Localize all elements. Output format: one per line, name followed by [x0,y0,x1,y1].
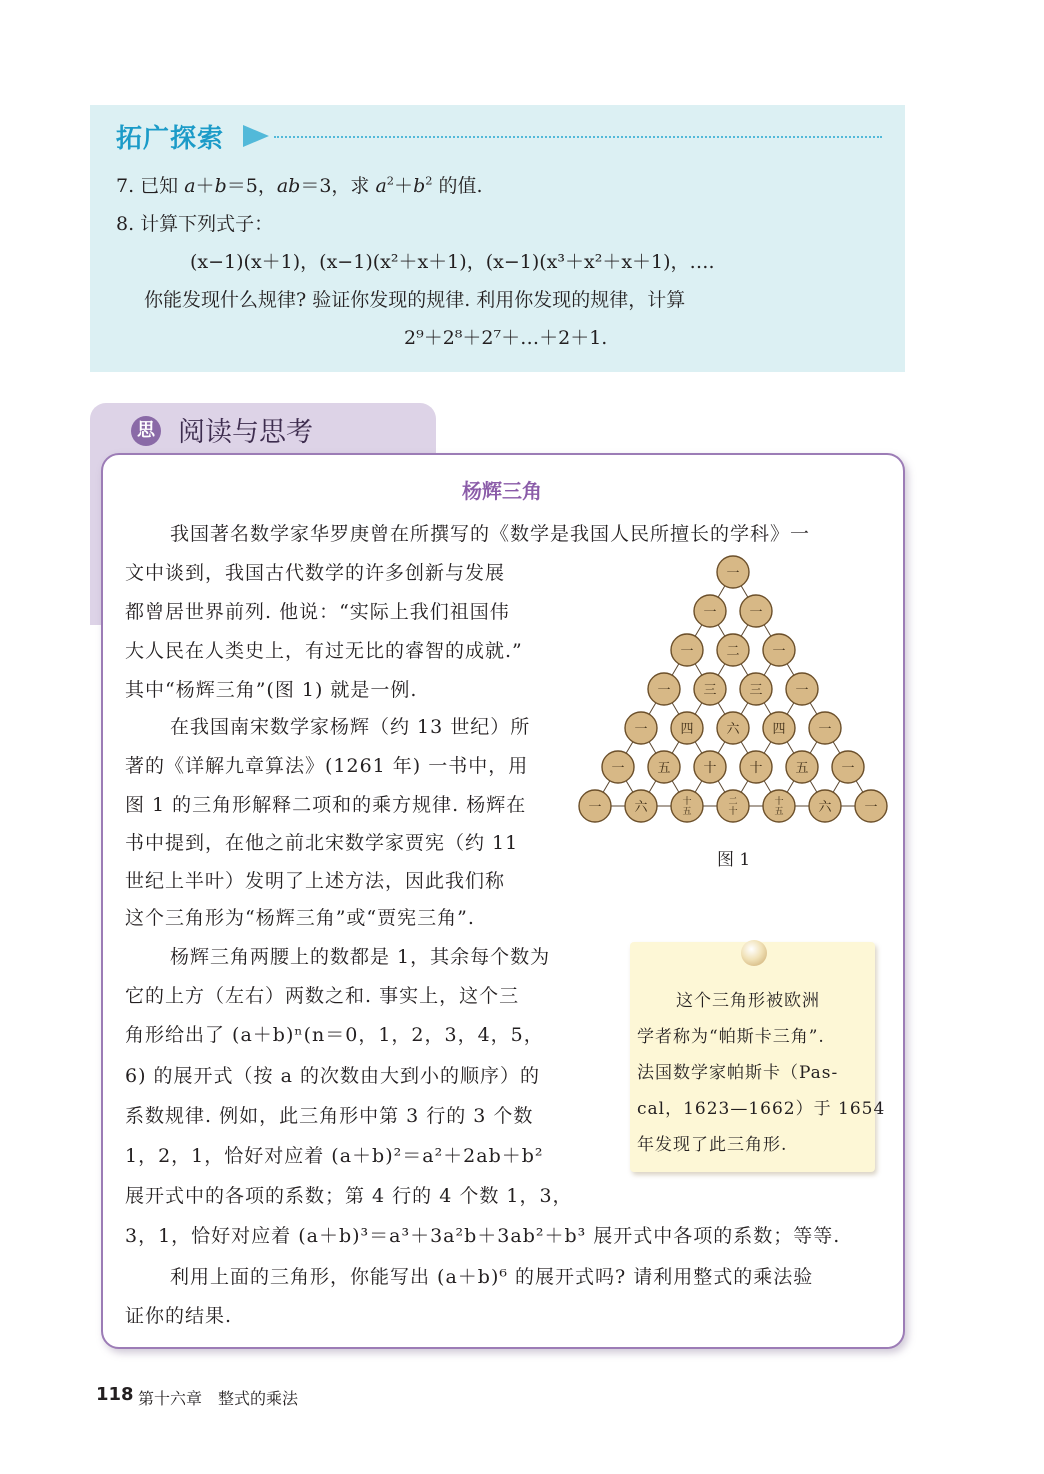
node-label: 五 [795,761,809,776]
paragraph-line: 3，1，恰好对应着 (a＋b)³＝a³＋3a²b＋3ab²＋b³ 展开式中各项的系数；等等. [125,1225,841,1247]
yang-hui-triangle-figure [577,552,889,834]
q7-exp: 2 [425,173,433,188]
node-label: 六 [634,800,648,815]
paragraph-line: 在我国南宋数学家杨辉（约 13 世纪）所 [170,716,531,738]
triangle-node [671,634,703,666]
node-label: 一 [818,722,832,737]
node-label: 一 [864,800,878,815]
triangle-node [740,595,772,627]
question-8-calc: 2⁹＋2⁸＋2⁷＋…＋2＋1. [404,327,608,349]
q7-prefix: 7. 已知 [116,175,185,197]
paragraph-line: 其中“杨辉三角”(图 1) 就是一例. [125,679,418,701]
node-label: 一 [588,800,602,815]
triangle-node [671,790,703,822]
paragraph-line: 角形给出了 (a＋b)ⁿ(n＝0，1，2，3，4，5， [125,1024,544,1046]
triangle-node [786,751,818,783]
node-label: 六 [726,722,740,737]
question-8-prompt: 你能发现什么规律? 验证你发现的规律. 利用你发现的规律，计算 [144,289,686,311]
paragraph-line: 杨辉三角两腰上的数都是 1，其余每个数为 [170,946,551,968]
triangle-node [717,790,749,822]
paragraph-line: 1，2，1，恰好对应着 (a＋b)²＝a²＋2ab＋b² [125,1145,544,1167]
pin-icon [741,940,767,966]
triangle-node [694,751,726,783]
node-label: 一 [726,566,740,581]
explore-box [90,105,905,372]
q7-exp: 2 [386,173,395,188]
note-line: cal，1623—1662）于 1654 [637,1099,886,1119]
paragraph-line: 著的《详解九章算法》(1261 年) 一书中，用 [125,755,529,777]
triangle-node [648,673,680,705]
triangle-node [763,634,795,666]
paragraph-line: 我国著名数学家华罗庚曾在所撰写的《数学是我国人民所擅长的学科》一 [170,523,811,545]
node-label: 二 [726,644,740,659]
node-label: 一 [680,644,694,659]
node-label: 四 [772,722,786,737]
triangle-node [763,712,795,744]
node-label: 五 [774,807,784,817]
q7-op: ＋ [195,175,215,197]
node-label: 四 [680,722,694,737]
question-8: 8. 计算下列式子： [116,213,274,235]
triangle-node [671,712,703,744]
node-label: 一 [657,683,671,698]
triangle-node [832,751,864,783]
paragraph-line: 利用上面的三角形，你能写出 (a＋b)⁶ 的展开式吗? 请利用整式的乘法验 [170,1266,814,1288]
node-label: 一 [703,605,717,620]
triangle-edges [595,572,871,806]
triangle-node [809,790,841,822]
note-line: 这个三角形被欧洲 [676,991,820,1011]
chapter-title: 第十六章 整式的乘法 [138,1389,299,1408]
paragraph-line: 这个三角形为“杨辉三角”或“贾宪三角”. [125,907,475,929]
node-label: 十 [728,807,738,817]
q7-op: ＋ [394,175,414,197]
node-label: 一 [634,722,648,737]
paragraph-line: 文中谈到，我国古代数学的许多创新与发展 [125,562,506,584]
note-line: 年发现了此三角形. [637,1135,788,1155]
paragraph-line: 书中提到，在他之前北宋数学家贾宪（约 11 [125,832,519,854]
triangle-node [602,751,634,783]
triangle-node [740,673,772,705]
paragraph-line: 世纪上半叶）发明了上述方法，因此我们称 [125,870,506,892]
page-number: 118 [96,1384,134,1405]
triangle-node [625,712,657,744]
node-label: 三 [749,683,763,698]
node-label: 一 [795,683,809,698]
paragraph-line: 6) 的展开式（按 a 的次数由大到小的顺序）的 [125,1065,540,1087]
figure-caption: 图 1 [717,850,751,870]
q7-var: b [214,175,227,197]
paragraph-line: 都曾居世界前列. 他说：“实际上我们祖国伟 [125,601,510,623]
node-label: 十 [774,797,784,807]
node-label: 三 [703,683,717,698]
think-icon: 思 [131,416,161,446]
node-label: 五 [682,807,692,817]
node-label: 五 [657,761,671,776]
triangle-node [786,673,818,705]
node-label: 一 [772,644,786,659]
triangle-node [763,790,795,822]
q7-var: a [375,175,387,197]
triangle-node [694,673,726,705]
paragraph-line: 大人民在人类史上，有过无比的睿智的成就.” [125,640,523,662]
note-line: 学者称为“帕斯卡三角”. [637,1027,825,1047]
node-label: 一 [611,761,625,776]
q7-var: ab [276,175,301,197]
node-label: 十 [703,761,717,776]
triangle-node [694,595,726,627]
triangle-node [717,634,749,666]
triangle-node [625,790,657,822]
node-label: 十 [682,797,692,807]
node-label: 一 [749,605,763,620]
triangle-node [740,751,772,783]
triangle-node [809,712,841,744]
question-7 [116,171,483,198]
triangle-node [717,712,749,744]
note-line: 法国数学家帕斯卡（Pas- [637,1063,839,1083]
play-arrow-icon [243,125,269,147]
reading-header: 阅读与思考 [178,417,313,448]
node-label: 一 [841,761,855,776]
q7-suffix: 的值. [432,175,483,197]
article-title: 杨辉三角 [462,479,542,503]
q7-op: ＝5， [226,175,277,197]
question-8-expressions: (x−1)(x＋1)，(x−1)(x²＋x＋1)，(x−1)(x³＋x²＋x＋1)，…. [190,251,715,273]
triangle-node [717,556,749,588]
node-label: 六 [818,800,832,815]
paragraph-line: 证你的结果. [125,1305,233,1327]
q7-op: ＝3，求 [300,175,376,197]
triangle-node [648,751,680,783]
explore-title: 拓广探索 [116,124,225,154]
triangle-node [855,790,887,822]
q7-var: b [413,175,426,197]
q7-var: a [184,175,196,197]
paragraph-line: 系数规律. 例如，此三角形中第 3 行的 3 个数 [125,1105,534,1127]
node-label: 二 [728,797,738,807]
paragraph-line: 展开式中的各项的系数；第 4 行的 4 个数 1，3， [125,1185,573,1207]
dotted-divider [274,136,882,138]
node-label: 十 [749,761,763,776]
paragraph-line: 它的上方（左右）两数之和. 事实上，这个三 [125,985,520,1007]
triangle-node [579,790,611,822]
paragraph-line: 图 1 的三角形解释二项和的乘方规律. 杨辉在 [125,794,527,816]
